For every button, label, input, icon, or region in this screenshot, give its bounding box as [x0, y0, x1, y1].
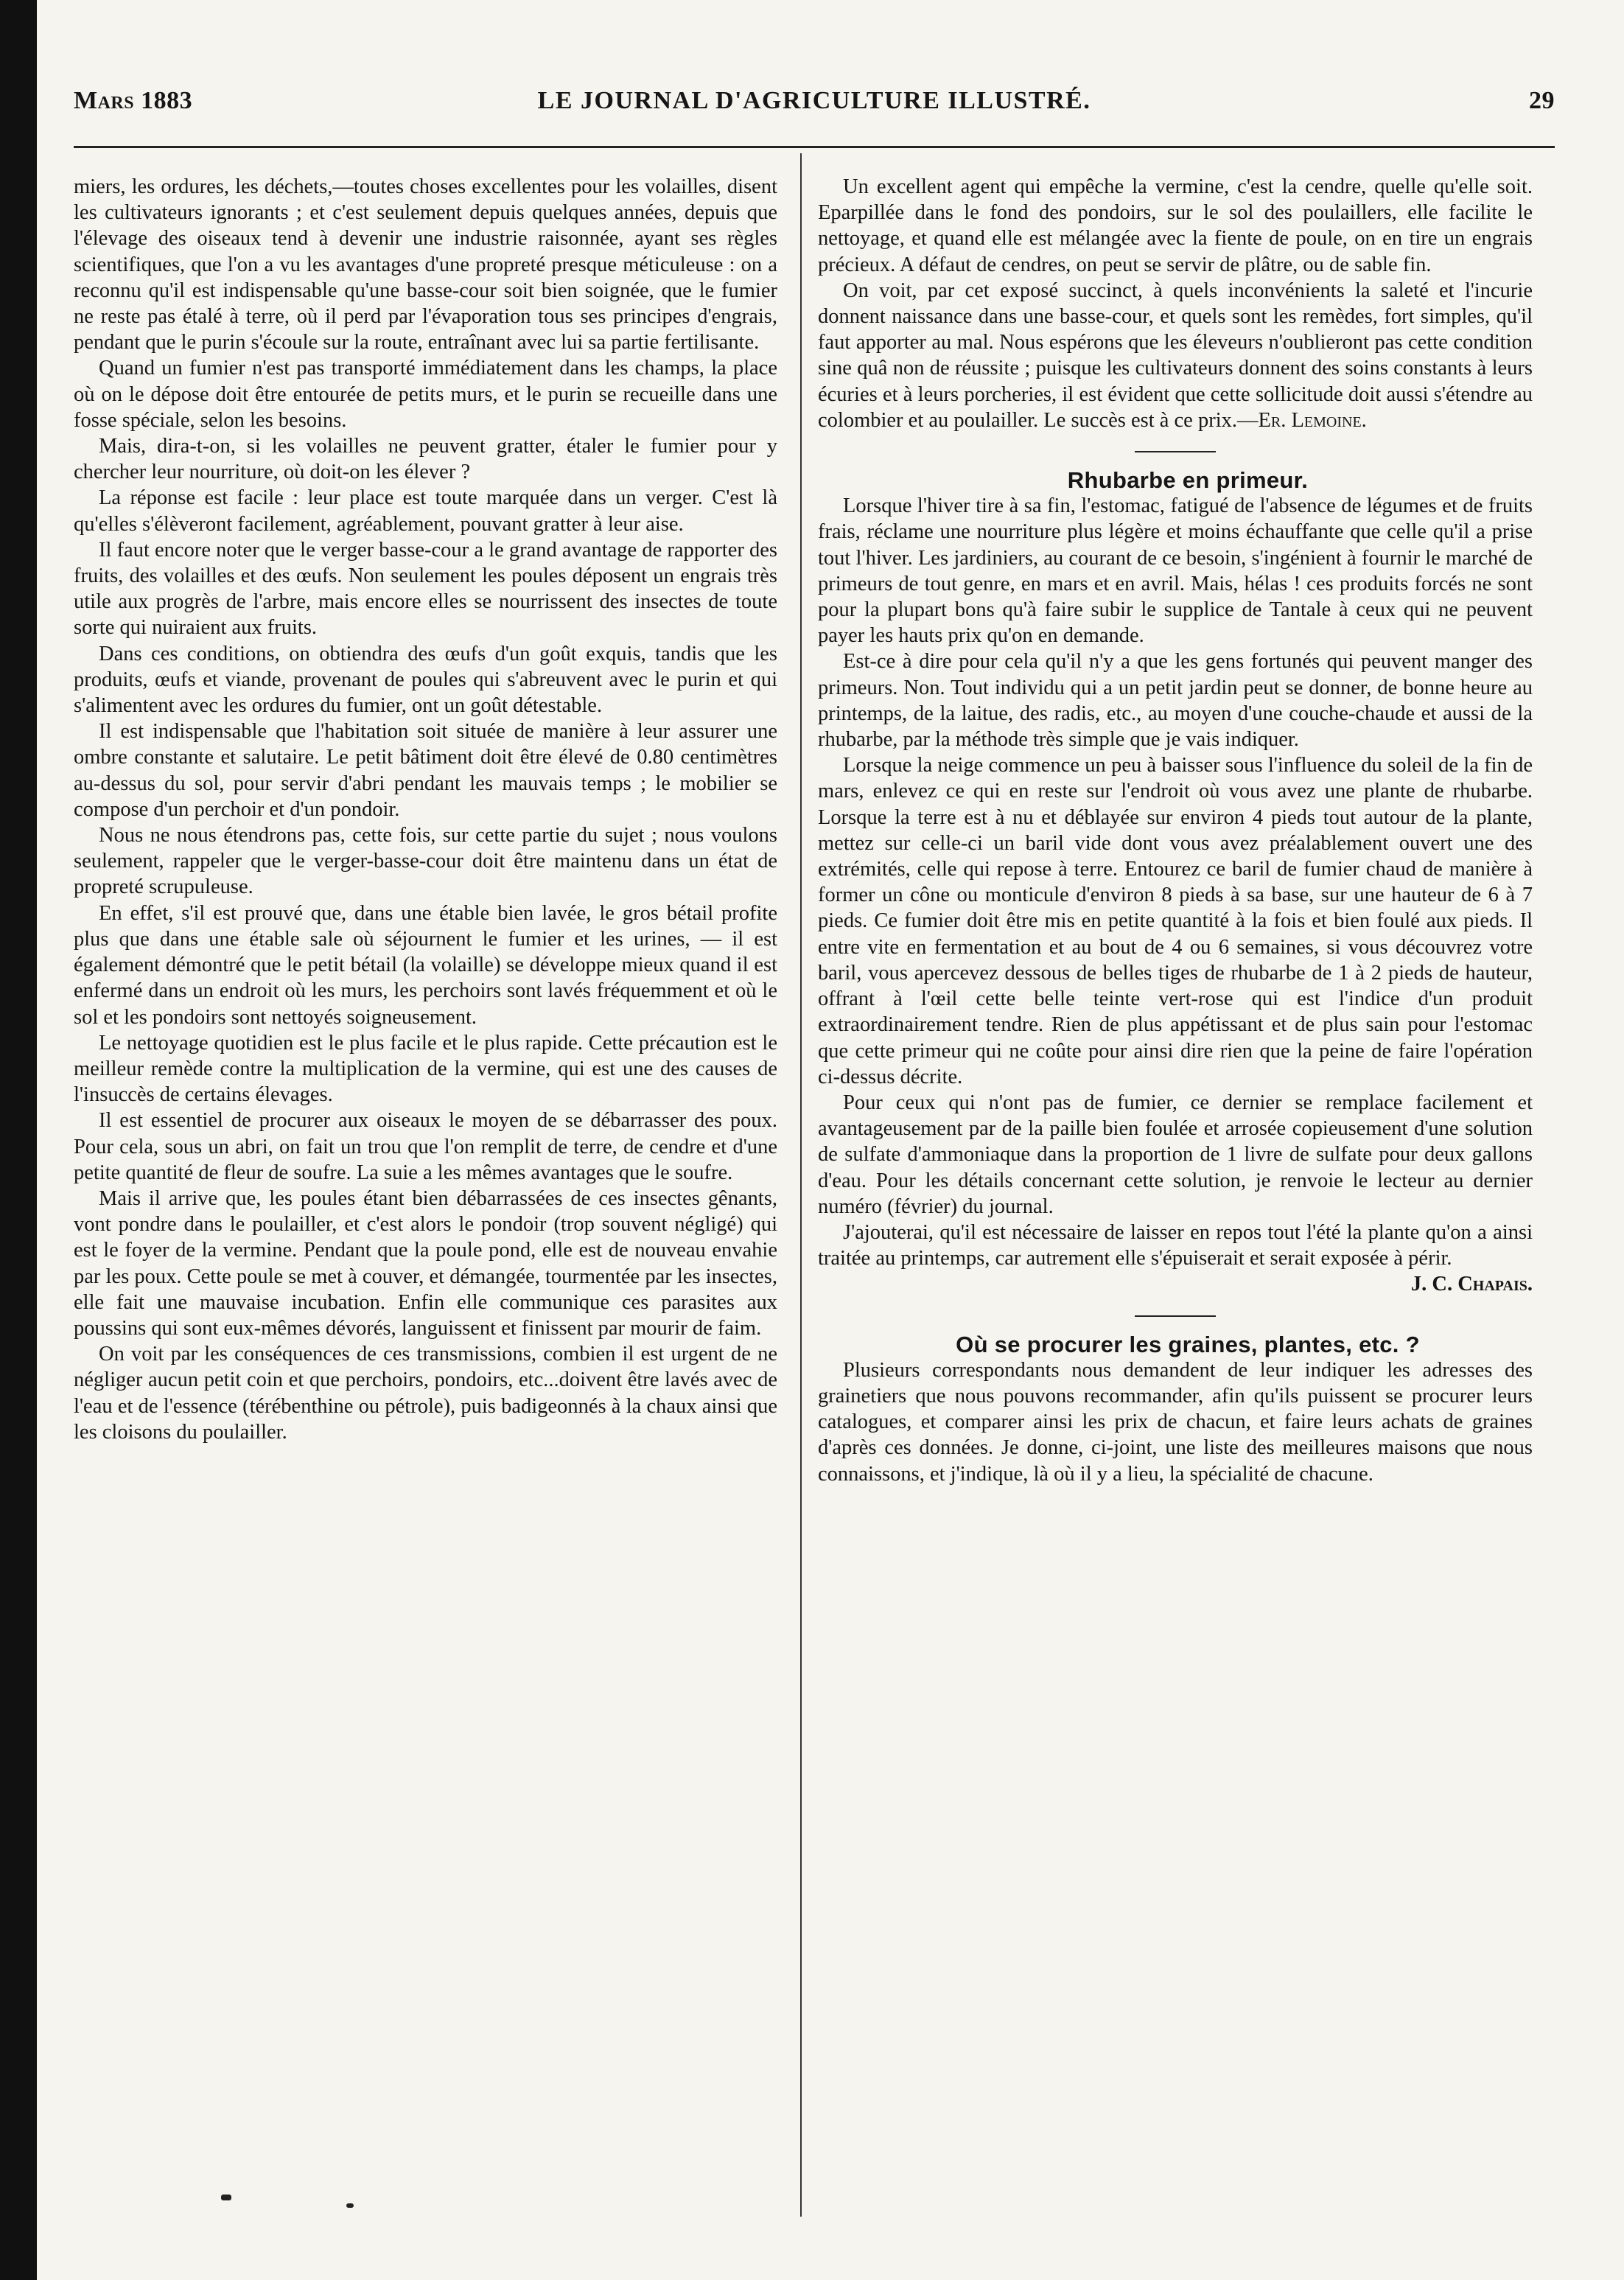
closing-text: On voit, par cet exposé succinct, à quels inconvénients la saleté et l'incurie donnent naissance dans une basse-cour, et quels sont les remèdes, fort simples, qu'il faut apporter au mal. Nous espérons que les éleveurs n'oublieront pas cette condition sine quâ non de réussite ; puisque les cultivateurs donnent des soins constants à leurs écuries et à leurs porcheries, il est évident que cette sollicitude doit aussi s'étendre au colombier et au poulailler. Le succès est à ce prix.— — [818, 279, 1533, 432]
print-speck — [346, 2203, 354, 2208]
print-speck — [221, 2195, 231, 2200]
section-separator — [1135, 451, 1216, 452]
paragraph: Quand un fumier n'est pas transporté immédiatement dans les champs, la place où on le dépose doit être entourée de petits murs, et le purin se recueille dans une fosse spéciale, selon les besoins. — [74, 357, 777, 432]
paragraph: Lorsque la neige commence un peu à baisser sous l'influence du soleil de la fin de mars, enlevez ce qui en reste sur l'endroit où vous avez une plante de rhubarbe. Lorsque la terre est à nu et déblayée sur environ 4 pieds tout autour de la plante, mettez sur celle-ci un baril vide dont vous avez préalablement ouvert une des extrémités, celle qui repose à terre. Entourez ce baril de fumier chaud de manière à former un cône ou monticule d'environ 8 pieds à sa base, sur une hauteur de 6 à 7 pieds. Ce fumier doit être mis en petite quantité à la fois et bien foulé aux pieds. Il entre vite en fermentation et au bout de 4 ou 6 semaines, si vous découvrez votre baril, vous apercevez dessous de belles tiges de rhubarbe de 1 à 2 pieds de hauteur, offrant à l'œil cette belle teinte vert-rose qui est l'indice d'un produit extraordinairement tendre. Rien de plus appétissant et de plus sain pour l'estomac que cette primeur qui ne coûte pour ainsi dire rien que la peine de faire l'opération ci-dessus décrite. — [818, 754, 1533, 1088]
scan-edge-bar — [0, 0, 37, 2280]
left-column — [74, 174, 777, 1445]
paragraph: J'ajouterai, qu'il est nécessaire de laisser en repos tout l'été la plante qu'on a ainsi traitée au printemps, car autrement elle s'épuiserait et serait exposée à périr. — [818, 1220, 1533, 1270]
journal-title: LE JOURNAL D'AGRICULTURE ILLUSTRÉ. — [537, 87, 1091, 114]
paragraph: Mais il arrive que, les poules étant bien débarrassées de ces insectes gênants, vont pondre dans le poulailler, et c'est alors le pondoir (trop souvent négligé) qui est le foyer de la vermine. Pendant que la poule pond, elle est de nouveau envahie par les poux. Cette poule se met à couver, et démangée, tourmentée par les insectes, elle fait une mauvaise incubation. Enfin elle communique ces parasites aux poussins qui sont eux-mêmes dévorés, languissent et finissent par mourir de faim. — [74, 1186, 777, 1340]
column-divider — [800, 153, 802, 2217]
paragraph: En effet, s'il est prouvé que, dans une étable bien lavée, le gros bétail profite plus que dans une étable sale où séjournent le fumier et les urines, — il est également démontré que le petit bétail (la volaille) se développe mieux quand il est enfermé dans un endroit où les murs, les perchoirs sont lavés fréquemment et où le sol et les pondoirs sont nettoyés soigneusement. — [74, 901, 777, 1029]
paragraph: Est-ce à dire pour cela qu'il n'y a que les gens fortunés qui peuvent manger des primeurs. Non. Tout individu qui a un petit jardin peut se donner, de bonne heure au printemps, de la laitue, des radis, etc., au moyen d'une couche-chaude et aussi de la rhubarbe, par la méthode très simple que je vais indiquer. — [818, 650, 1533, 752]
issue-date: Mars 1883 — [74, 87, 193, 114]
paragraph: Le nettoyage quotidien est le plus facile et le plus rapide. Cette précaution est le meilleur remède contre la multiplication de la vermine, qui est une des causes de l'insuccès de certains élevages. — [74, 1031, 777, 1107]
page-header — [74, 87, 1555, 131]
paragraph: Il faut encore noter que le verger basse-cour a le grand avantage de rapporter des fruits, des volailles et des œufs. Non seulement les poules déposent un engrais très utile aux progrès de l'arbre, mais encore elles se nourrissent des insectes de toute sorte qui nuiraient aux fruits. — [74, 538, 777, 640]
paragraph: On voit par les conséquences de ces transmissions, combien il est urgent de ne négliger aucun petit coin et que perchoirs, pondoirs, etc...doivent être lavés avec de l'eau et de l'essence (térébenthine ou pétrole), puis badigeonnés à la chaux ainsi que les cloisons du poulailler. — [74, 1343, 777, 1444]
article-signature: J. C. Chapais. — [1410, 1273, 1533, 1296]
header-rule — [74, 146, 1555, 148]
page-number: 29 — [1529, 87, 1555, 114]
paragraph: La réponse est facile : leur place est toute marquée dans un verger. C'est là qu'elles s'élèveront facilement, agréablement, pouvant gratter à leur aise. — [74, 486, 777, 536]
section-title-rhubarbe: Rhubarbe en primeur. — [1067, 467, 1309, 494]
closing-paragraph — [818, 278, 1533, 433]
paragraph: miers, les ordures, les déchets,—toutes choses excellentes pour les volailles, disent les cultivateurs ignorants ; et c'est seulement depuis quelques années, depuis que l'élevage des oiseaux tend à devenir une industrie raisonnée, ayant ses règles scientifiques, que l'on a vu les avantages d'une propreté presque méticuleuse : on a reconnu qu'il est indispensable qu'une basse-cour soit bien soignée, que le fumier ne reste pas étalé à terre, où il perd par l'évaporation tous ses principes d'engrais, pendant que le purin s'écoule sur la route, entraînant avec lui sa partie fertilisante. — [74, 175, 777, 354]
paragraph: Nous ne nous étendrons pas, cette fois, sur cette partie du sujet ; nous voulons seulement, rappeler que le verger-basse-cour doit être maintenu dans un état de propreté scrupuleuse. — [74, 824, 777, 899]
right-column — [818, 174, 1533, 1487]
paragraph: Il est indispensable que l'habitation soit située de manière à leur assurer une ombre constante et salutaire. Le petit bâtiment doit être élevé de 0.80 centimètres au-dessus du sol, pour servir d'abri pendant les mauvais temps ; le mobilier se compose d'un perchoir et d'un pondoir. — [74, 720, 777, 821]
paragraph: Lorsque l'hiver tire à sa fin, l'estomac, fatigué de l'absence de légumes et de fruits frais, réclame une nourriture plus légère et moins échauffante que celle qu'il a prise tout l'hiver. Les jardiniers, au courant de ce besoin, s'ingénient à fournir le marché de primeurs de tout genre, en mars et en avril. Mais, hélas ! ces produits forcés ne sont pour la plupart bons qu'à faire subir le supplice de Tantale à ceux qui ne peuvent payer les hauts prix qu'on en demande. — [818, 494, 1533, 648]
section-separator — [1135, 1315, 1216, 1317]
article-author: Er. Lemoine. — [1258, 408, 1367, 432]
paragraph: Un excellent agent qui empêche la vermine, c'est la cendre, quelle qu'elle soit. Eparpillée dans le fond des pondoirs, sur le sol des poulaillers, elle facilite le nettoyage, et quand elle est mélangée avec la fiente de poule, on en tire un engrais précieux. A défaut de cendres, on peut se servir de plâtre, ou de sable fin. — [818, 175, 1533, 276]
paragraph: Pour ceux qui n'ont pas de fumier, ce dernier se remplace facilement et avantageusement par de la paille bien foulée et arrosée copieusement d'une solution de sulfate d'ammoniaque dans la proportion de 1 livre de sulfate pour deux gallons d'eau. Pour les détails concernant cette solution, je renvoie le lecteur au dernier numéro (février) du journal. — [818, 1091, 1533, 1218]
paragraph: Il est essentiel de procurer aux oiseaux le moyen de se débarrasser des poux. Pour cela, sous un abri, on fait un trou que l'on remplit de terre, de cendre et d'une petite quantité de fleur de soufre. La suie a les mêmes avantages que le soufre. — [74, 1109, 777, 1184]
paragraph: Mais, dira-t-on, si les volailles ne peuvent gratter, étaler le fumier pour y chercher leur nourriture, où doit-on les élever ? — [74, 435, 777, 484]
newspaper-page — [74, 87, 1555, 2224]
paragraph: Dans ces conditions, on obtiendra des œufs d'un goût exquis, tandis que les produits, œufs et viande, provenant de poules qui s'abreuvent avec le purin et qui s'alimentent avec les ordures du fumier, ont un goût détestable. — [74, 642, 777, 718]
paragraph: Plusieurs correspondants nous demandent de leur indiquer les adresses des grainetiers que nous pouvons recommander, afin qu'ils puissent se procurer leurs catalogues, et comparer ainsi les prix de chacun, et faire leurs achats de graines d'après ces données. Je donne, ci-joint, une liste des meilleures maisons que nous connaissons, et j'indique, là où il y a lieu, la spécialité de chacune. — [818, 1358, 1533, 1486]
section-title-graines: Où se procurer les graines, plantes, etc. ? — [956, 1331, 1420, 1357]
